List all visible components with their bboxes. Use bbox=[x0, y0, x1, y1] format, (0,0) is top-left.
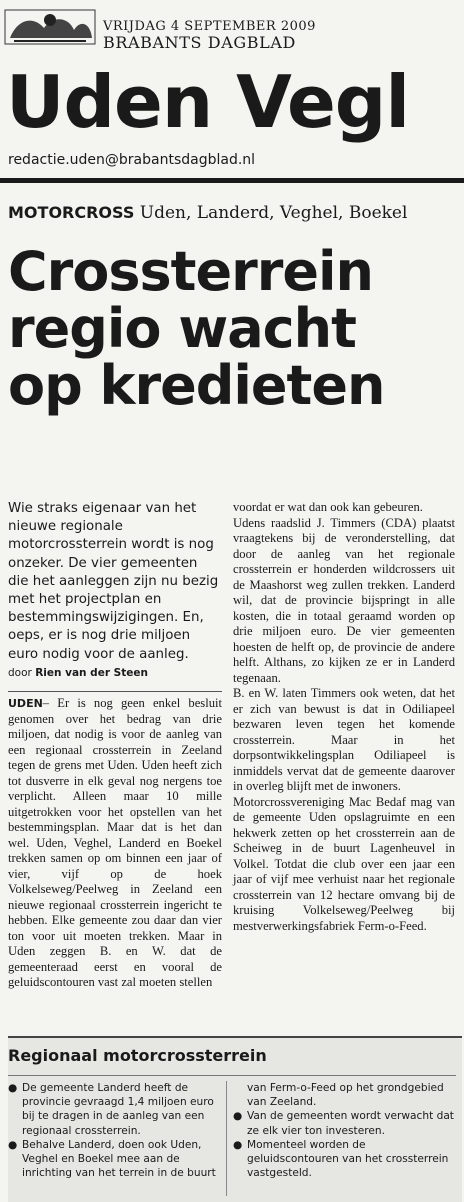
article-byline bbox=[8, 667, 148, 679]
newspaper-crest-logo bbox=[4, 8, 96, 46]
headline-line: Crossterrein bbox=[8, 240, 373, 303]
dateline: UDEN bbox=[8, 697, 43, 710]
newspaper-name: BRABANTS DAGBLAD bbox=[103, 33, 296, 52]
headline-line: op kredieten bbox=[8, 354, 385, 417]
info-box-left-column bbox=[8, 1081, 218, 1180]
bullet-icon: ● bbox=[233, 1138, 243, 1151]
article-headline bbox=[8, 240, 464, 417]
issue-date: VRIJDAG 4 SEPTEMBER 2009 bbox=[103, 19, 316, 34]
article-body-left bbox=[8, 696, 222, 991]
masthead-rule bbox=[0, 178, 464, 183]
editorial-email: redactie.uden@brabantsdagblad.nl bbox=[8, 152, 256, 168]
article-kicker bbox=[8, 203, 407, 223]
info-bullet-item bbox=[233, 1138, 455, 1181]
bullet-text: Behalve Landerd, doen ook Uden, Veghel en Boekel mee aan de inrichting van het terrein in de buurt bbox=[22, 1138, 216, 1180]
info-bullet-item bbox=[8, 1138, 218, 1181]
body-paragraph: B. en W. laten Timmers ook weten, dat het er zich van bewust is dat in Odiliapeel bezwaren leven tegen het komende crossterrein. Maar in het dorpsontwikkelingsplan Odiliapeel is inmiddels vervat dat de gemeente daarover in overleg blijft met de inwoners. bbox=[233, 686, 455, 793]
headline-line: regio wacht bbox=[8, 297, 356, 360]
info-box-divider bbox=[226, 1081, 227, 1196]
info-bullet-item bbox=[233, 1109, 455, 1137]
section-title: Uden Vegl bbox=[6, 60, 409, 144]
bullet-icon: ● bbox=[8, 1082, 18, 1094]
body-paragraph: voordat er wat dan ook kan gebeuren. bbox=[233, 500, 423, 514]
info-box-right-column bbox=[233, 1081, 455, 1180]
bullet-icon: ● bbox=[233, 1110, 243, 1123]
article-body-right bbox=[233, 500, 455, 934]
byline-divider bbox=[8, 691, 222, 692]
article-intro: Wie straks eigenaar van het nieuwe regionale motorcrossterrein wordt is nog onzeker. De vier gemeenten die het aanleggen zijn nu bezig met het projectplan en bestemmingswijzigingen. En, oeps, er is nog drie miljoen euro nodig voor de aanleg. bbox=[8, 501, 219, 662]
body-paragraph: Motorcrossvereniging Mac Bedaf mag van de gemeente Uden opslagruimte en een hekwerk zetten op het crossterrein aan de Scheiweg in de buurt Lagenheuvel in Volkel. Totdat die club over een jaar een jaar of vijf mee verhuist naar het regionale crossterrein van 12 hectare omvang bij de kruising Volkelseweg/Peelweg bij mestverwerkingsfabriek Ferm-o-Feed. bbox=[233, 794, 455, 933]
kicker-places: Uden, Landerd, Veghel, Boekel bbox=[139, 203, 408, 223]
body-paragraph: Udens raadslid J. Timmers (CDA) plaatst vraagtekens bij de veronderstelling, dat door de aanleg van het regionale crossterrein er honderden wildcrossers uit de Maashorst weg zullen trekken. Landerd wil, dat de provincie bijspringt in alle kosten, die in totaal geraamd worden op drie miljoen euro. De vier gemeenten hoesten de helft op, de provincie de andere helft. Althans, zo kijken ze er in Landerd tegenaan. bbox=[233, 515, 455, 685]
info-continuation bbox=[233, 1081, 455, 1109]
info-box-title: Regionaal motorcrossterrein bbox=[8, 1046, 267, 1065]
continuation-text: van Ferm-o-Feed op het grondgebied van Zeeland. bbox=[247, 1082, 444, 1109]
info-box-rule bbox=[8, 1075, 456, 1076]
bullet-icon: ● bbox=[8, 1138, 18, 1151]
bullet-text: De gemeente Landerd heeft de provincie gevraagd 1,4 miljoen euro bij te dragen in de aanleg van een regionaal crossterrein. bbox=[22, 1082, 214, 1137]
byline-author: Rien van der Steen bbox=[35, 667, 148, 679]
body-text: – Er is nog geen enkel besluit genomen over het bedrag van drie miljoen, dat nodig is voor de aanleg van een regionaal crossterrein in Zeeland tegen de grens met Uden. Uden heeft zich tot dusverre in elk geval nog nergens toe verplicht. Alleen maar 10 mille uitgetrokken voor het opstellen van het bestemmingsplan. Maar dat is het dan wel. Uden, Veghel, Landerd en Boekel trekken samen op om binnen een jaar of vier, vijf op de hoek Volkelseweg/Peelweg in Zeeland een nieuwe regionaal crossterrein ingericht te hebben. Elke gemeente zou daar dan vier ton voor uit moeten trekken. Maar in Uden zeggen B. en W. dat de gemeenteraad eerst en vooral de geluidscontouren vast zal moeten stellen bbox=[8, 696, 222, 989]
bullet-text: Momenteel worden de geluidscontouren van het crossterrein vastgesteld. bbox=[247, 1138, 449, 1180]
kicker-label: MOTORCROSS bbox=[8, 203, 135, 222]
info-bullet-item bbox=[8, 1081, 218, 1138]
byline-prefix: door bbox=[8, 667, 32, 679]
bullet-text: Van de gemeenten wordt verwacht dat ze elk vier ton investeren. bbox=[247, 1110, 454, 1137]
